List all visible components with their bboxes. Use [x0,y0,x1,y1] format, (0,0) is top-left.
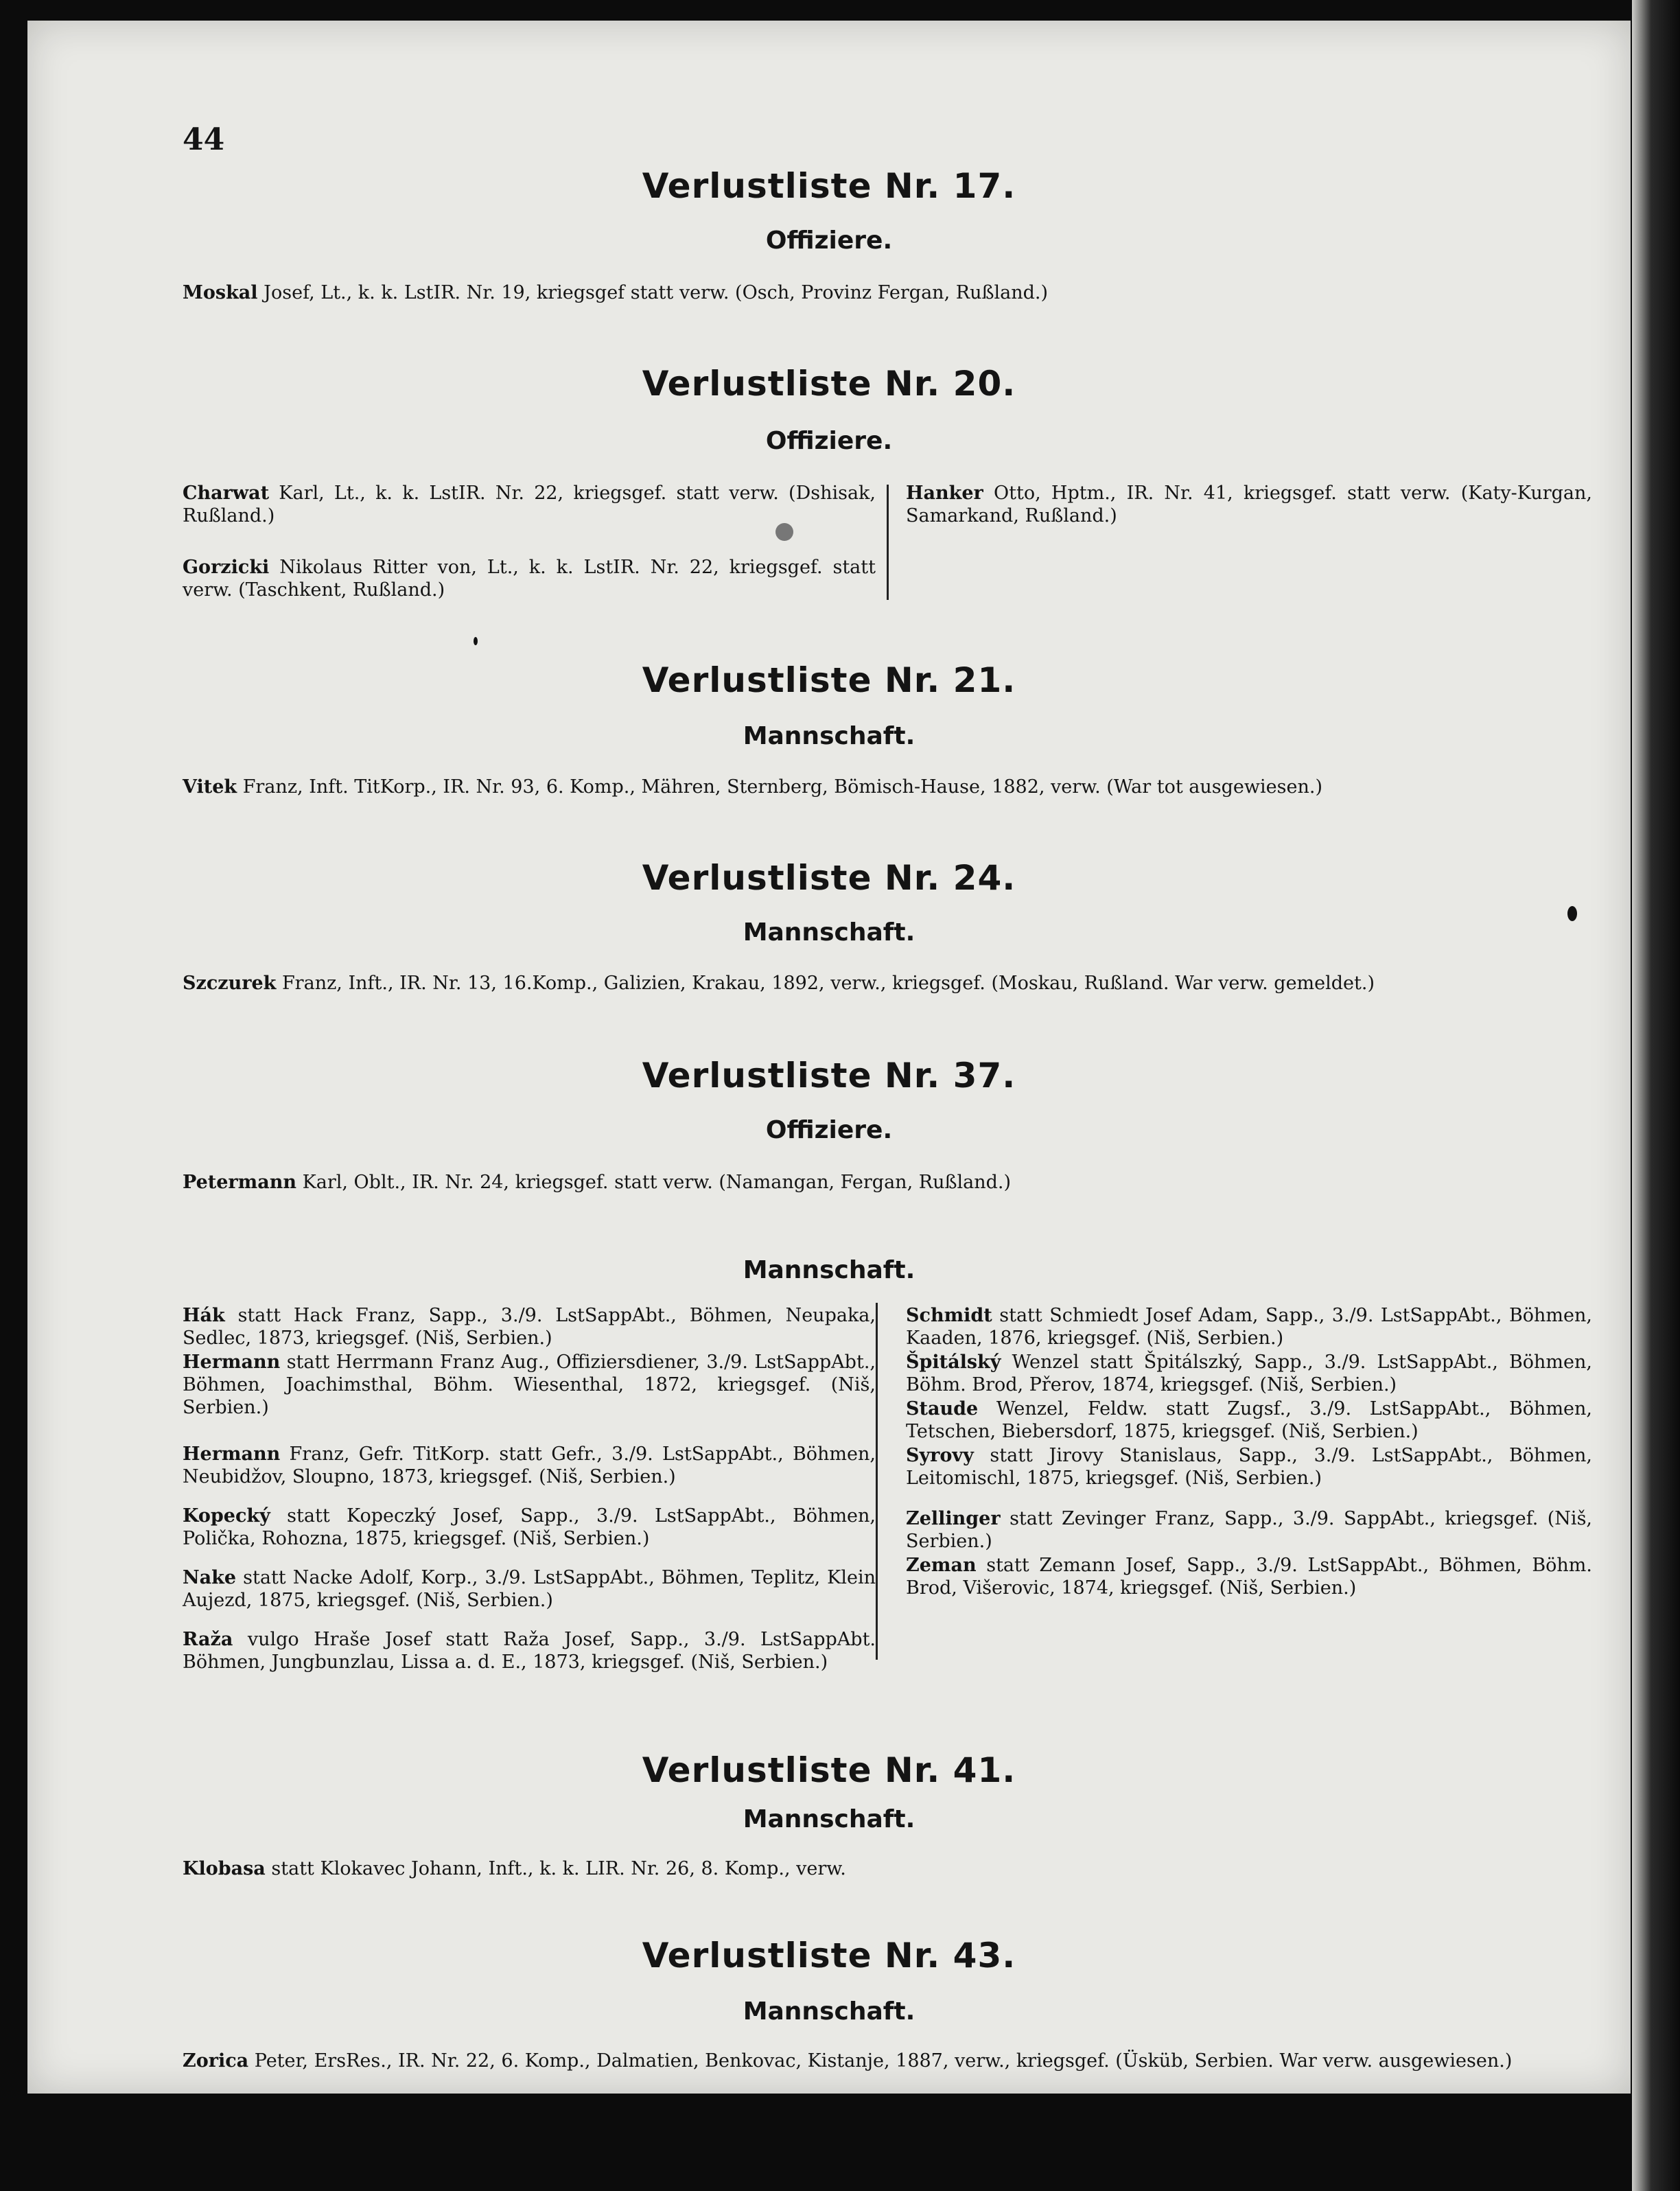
entry-name: Špitálský [906,1352,1001,1373]
entry-petermann [183,1171,1589,1194]
entry-szczurek [183,972,1589,995]
section-title-21: Verlustliste Nr. 21. [642,660,1016,700]
entry-text: statt Zevinger Franz, Sapp., 3./9. SappAbt., kriegsgef. (Niš, Serbien.) [906,1508,1593,1552]
entry-name: Gorzicki [183,557,270,578]
entry-hanker [906,482,1592,527]
entry-syrovy [906,1444,1592,1489]
entry-charwat [183,482,876,527]
scan-edge [1632,0,1680,2191]
entry-text: statt Hack Franz, Sapp., 3./9. LstSappAbt., Böhmen, Neupaka, Sedlec, 1873, kriegsgef. (Niš, Serbien.) [183,1305,876,1349]
section-title-17: Verlustliste Nr. 17. [642,166,1016,206]
entry-name: Klobasa [183,1858,266,1879]
scan-speck [775,523,793,541]
group-heading-21-mannschaft: Mannschaft. [743,722,915,750]
bleed-through [1043,1682,1058,1730]
entry-text: Wenzel statt Špitálszký, Sapp., 3./9. LstSappAbt., Böhmen, Böhm. Brod, Přerov, 1874, kriegsgef. (Niš, Serbien.) [906,1352,1592,1395]
entry-text: Karl, Oblt., IR. Nr. 24, kriegsgef. statt verw. (Namangan, Fergan, Rußland.) [302,1172,1012,1193]
group-heading-17-offiziere: Offiziere. [765,227,893,255]
entry-name: Hermann [183,1352,281,1373]
entry-text: vulgo Hraše Josef statt Raža Josef, Sapp., 3./9. LstSappAbt. Böhmen, Jungbunzlau, Lissa a. d. E., 1873, kriegsgef. (Niš, Serbien.) [183,1629,876,1673]
entry-name: Staude [906,1398,979,1419]
entry-text: Otto, Hptm., IR. Nr. 41, kriegsgef. statt verw. (Katy-Kurgan, Samarkand, Rußland.) [906,483,1592,526]
entry-text: statt Schmiedt Josef Adam, Sapp., 3./9. LstSappAbt., Böhmen, Kaaden, 1876, kriegsgef. (Niš, Serbien.) [906,1305,1592,1349]
entry-text: statt Kopeczký Josef, Sapp., 3./9. LstSappAbt., Böhmen, Polička, Rohozna, 1875, kriegsgef. (Niš, Serbien.) [183,1505,876,1549]
entry-text: statt Klokavec Johann, Inft., k. k. LIR. Nr. 26, 8. Komp., verw. [271,1858,846,1879]
entry-name: Hák [183,1305,225,1326]
group-heading-41-mannschaft: Mannschaft. [743,1805,915,1833]
entry-schmidt [906,1304,1592,1349]
entry-spitalsky [906,1351,1592,1396]
column-divider [876,1303,878,1660]
entry-name: Zorica [183,2050,249,2072]
column-divider [887,485,889,600]
entry-text: Franz, Inft., IR. Nr. 13, 16.Komp., Galizien, Krakau, 1892, verw., kriegsgef. (Moskau, Rußland. War verw. gemeldet.) [281,973,1375,994]
entry-text: Wenzel, Feldw. statt Zugsf., 3./9. LstSappAbt., Böhmen, Tetschen, Biebersdorf, 1875, kriegsgef. (Niš, Serbien.) [906,1398,1593,1442]
entry-nake [183,1566,876,1612]
group-heading-37-offiziere: Offiziere. [765,1116,893,1144]
entry-text: statt Herrmann Franz Aug., Offiziersdiener, 3./9. LstSappAbt., Böhmen, Joachimsthal, Böhm. Wiesenthal, 1872, kriegsgef. (Niš, Serbien.) [183,1352,876,1418]
entry-zorica [183,2050,1589,2072]
entry-text: Peter, ErsRes., IR. Nr. 22, 6. Komp., Dalmatien, Benkovac, Kistanje, 1887, verw., kriegsgef. (Üsküb, Serbien. War verw. ausgewiesen.) [254,2050,1513,2072]
entry-name: Kopecký [183,1505,270,1527]
entry-name: Schmidt [906,1305,992,1326]
entry-name: Raža [183,1629,233,1650]
entry-vitek [183,776,1589,798]
section-title-20: Verlustliste Nr. 20. [642,364,1016,404]
entry-gorzicki [183,556,876,601]
entry-name: Syrovy [906,1445,974,1466]
entry-zeman [906,1554,1592,1599]
section-title-41: Verlustliste Nr. 41. [642,1750,1016,1790]
entry-hak [183,1304,876,1349]
entry-name: Szczurek [183,973,277,994]
scan-speck [474,637,478,645]
entry-name: Zellinger [906,1508,1001,1529]
group-heading-37-mannschaft: Mannschaft. [743,1256,915,1284]
entry-name: Nake [183,1567,237,1588]
document-page [27,21,1631,2094]
section-title-24: Verlustliste Nr. 24. [642,858,1016,898]
entry-raza [183,1628,876,1673]
entry-name: Moskal [183,282,258,303]
entry-zellinger [906,1507,1592,1553]
entry-klobasa [183,1857,1589,1880]
entry-text: Nikolaus Ritter von, Lt., k. k. LstIR. Nr. 22, kriegsgef. statt verw. (Taschkent, Rußland.) [183,557,876,601]
entry-hermann-1 [183,1351,876,1419]
entry-name: Petermann [183,1172,296,1193]
section-title-43: Verlustliste Nr. 43. [642,1936,1016,1975]
entry-text: Karl, Lt., k. k. LstIR. Nr. 22, kriegsgef. statt verw. (Dshisak, Rußland.) [183,483,876,526]
entry-text: Franz, Inft. TitKorp., IR. Nr. 93, 6. Komp., Mähren, Sternberg, Bömisch-Hause, 1882, verw. (War tot ausgewiesen.) [242,776,1322,798]
entry-kopecky [183,1505,876,1550]
entry-text: statt Nacke Adolf, Korp., 3./9. LstSappAbt., Böhmen, Teplitz, Klein Aujezd, 1875, kriegsgef. (Niš, Serbien.) [183,1567,876,1611]
entry-text: statt Jirovy Stanislaus, Sapp., 3./9. LstSappAbt., Böhmen, Leitomischl, 1875, kriegsgef. (Niš, Serbien.) [906,1445,1592,1489]
page-number: 44 [183,122,225,157]
entry-staude [906,1398,1592,1443]
entry-text: Josef, Lt., k. k. LstIR. Nr. 19, kriegsgef statt verw. (Osch, Provinz Fergan, Rußland.) [264,282,1049,303]
entry-moskal [183,281,1589,304]
entry-name: Vitek [183,776,237,798]
group-heading-20-offiziere: Offiziere. [765,427,893,455]
group-heading-24-mannschaft: Mannschaft. [743,918,915,947]
scan-speck [1567,906,1577,921]
entry-text: Franz, Gefr. TitKorp. statt Gefr., 3./9. LstSappAbt., Böhmen, Neubidžov, Sloupno, 1873, kriegsgef. (Niš, Serbien.) [183,1444,876,1487]
section-title-37: Verlustliste Nr. 37. [642,1056,1016,1096]
entry-name: Hanker [906,483,983,504]
entry-name: Zeman [906,1555,977,1576]
entry-name: Hermann [183,1444,281,1465]
group-heading-43-mannschaft: Mannschaft. [743,1997,915,2026]
entry-text: statt Zemann Josef, Sapp., 3./9. LstSappAbt., Böhmen, Böhm. Brod, Višerovic, 1874, kriegsgef. (Niš, Serbien.) [906,1555,1592,1599]
entry-hermann-2 [183,1443,876,1488]
entry-name: Charwat [183,483,270,504]
